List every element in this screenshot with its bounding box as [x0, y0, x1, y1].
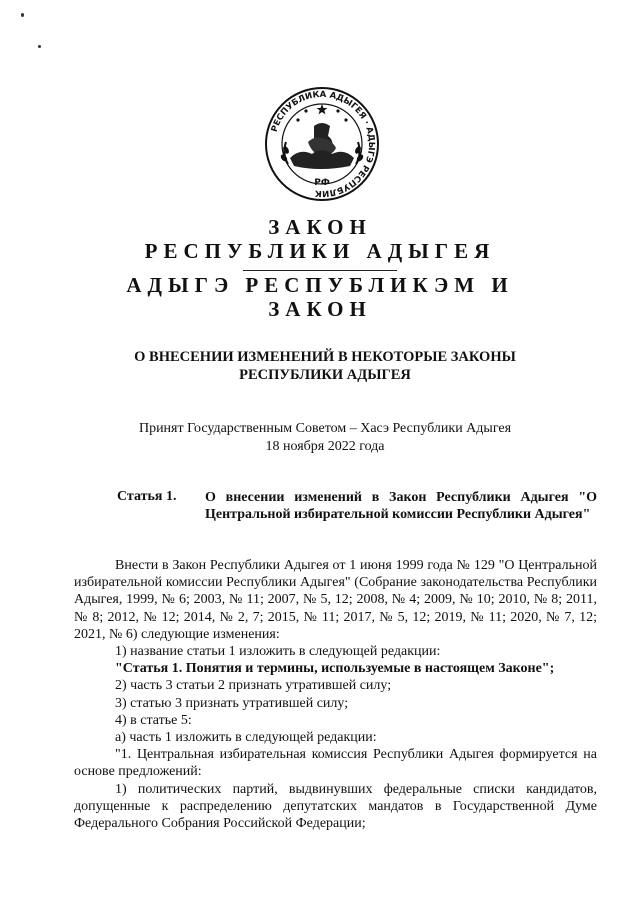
scan-speck	[21, 13, 24, 17]
law-title-line-3: АДЫГЭ РЕСПУБЛИКЭМ И	[126, 273, 514, 297]
body-paragraph: Внести в Закон Республики Адыгея от 1 июня 1999 года № 129 "О Центральной избирательной комиссии Республики Адыгея" (Собрание законодательства Республики Адыгея, 1999, № 6; 2003, № 11; 2007, № 5, 12; 2008, № 4; 2009, № 10; 2010, № 8; 2011, № 8; 2012, № 12; 2014, № 2, 7; 2015, № 11; 2017, № 5, 12; 2019, № 11; 2020, № 7, 12; 2021, № 6) следующие изменения:	[74, 558, 597, 642]
body-paragraph: 1) название статьи 1 изложить в следующей редакции:	[115, 644, 441, 660]
law-subject	[60, 348, 590, 384]
article-body	[74, 557, 597, 832]
emblem-ring-text: РЕСПУБЛИКА АДЫГЕЯ · АДЫГЭ РЕСПУБЛИК	[269, 89, 377, 199]
adoption-info	[60, 420, 590, 456]
body-paragraph: 1) политических партий, выдвинувших федеральные списки кандидатов, допущенные к распределению депутатских мандатов в Государственной Думе Федерального Собрания Российской Федерации;	[74, 781, 597, 832]
body-paragraph: 3) статью 3 признать утратившей силу;	[115, 695, 349, 711]
article-number: Статья 1.	[117, 489, 177, 504]
law-subject-line-1: О ВНЕСЕНИИ ИЗМЕНЕНИЙ В НЕКОТОРЫЕ ЗАКОНЫ	[134, 349, 516, 365]
law-title-line-4: ЗАКОН	[268, 297, 372, 321]
body-paragraph: "Статья 1. Понятия и термины, используемые в настоящем Законе";	[115, 661, 555, 677]
law-subject-line-2: РЕСПУБЛИКИ АДЫГЕЯ	[239, 367, 411, 383]
body-paragraph: "1. Центральная избирательная комиссия Республики Адыгея формируется на основе предложений:	[74, 747, 597, 780]
title-divider	[243, 270, 397, 271]
scan-speck	[38, 45, 41, 48]
law-title-line-1: ЗАКОН	[268, 215, 372, 239]
body-paragraph: а) часть 1 изложить в следующей редакции:	[115, 730, 377, 746]
adoption-date: 18 ноября 2022 года	[265, 439, 385, 454]
body-paragraph: 4) в статье 5:	[115, 712, 192, 728]
article-title: О внесении изменений в Закон Республики Адыгея "О Центральной избирательной комиссии Республики Адыгея"	[205, 490, 597, 522]
coat-of-arms-emblem	[262, 84, 382, 204]
body-paragraph: 2) часть 3 статьи 2 признать утратившей силу;	[115, 678, 392, 694]
adoption-body: Принят Государственным Советом – Хасэ Республики Адыгея	[138, 421, 512, 436]
law-title-line-2: РЕСПУБЛИКИ АДЫГЕЯ	[144, 239, 496, 263]
emblem-base-text: РФ	[314, 178, 330, 188]
